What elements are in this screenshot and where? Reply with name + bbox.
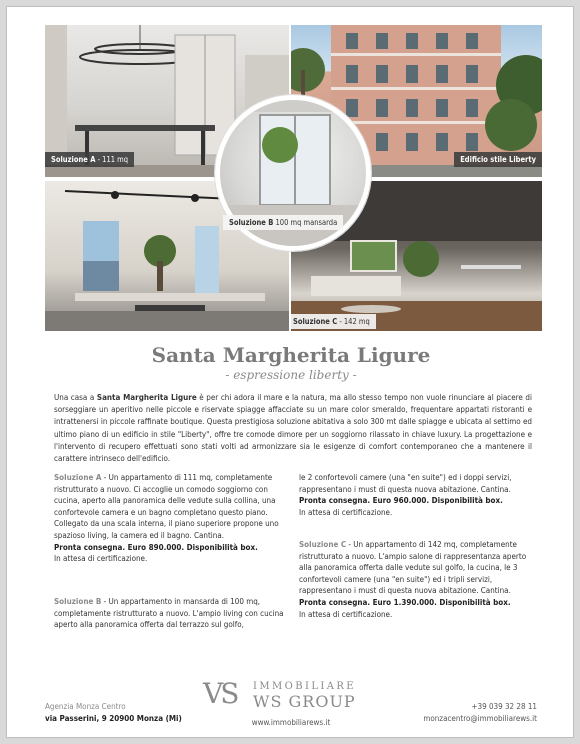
contact-info <box>423 701 537 725</box>
page-subtitle: - espressione liberty - <box>225 368 357 382</box>
soluzione-b-description-end: le 2 confortevoli camere (una "en suite") ed i doppi servizi, rappresentano i must di questa nuova abitazione. Cantina. Pronta consegna. Euro 960.000. Disponibilità box. In attesa di certificazione. <box>299 473 512 517</box>
page-title: Santa Margherita Ligure <box>151 343 431 367</box>
caption-edificio-liberty: Edificio stile Liberty <box>454 152 542 167</box>
website-link[interactable]: www.immobiliarews.it <box>251 718 331 727</box>
phone-number[interactable]: +39 039 32 28 11 <box>471 702 537 711</box>
soluzione-c-description: Soluzione C - Un appartamento di 142 mq, completamente ristrutturato a nuovo. L'ampio salone di rappresentanza aperto alla panoramica offerta dalle vedute sul golfo, la cucina, le 3 confortevoli camere (una "en suite") ed i tripli servizi, rappresentano i must di questa nuova abitazione. Cantina. Pronta consegna. Euro 1.390.000. Disponibilità box. In attesa di certificazione. <box>299 540 527 619</box>
footer <box>7 675 574 735</box>
agency-address: via Passerini, 9 20900 Monza (Mi) <box>45 714 182 723</box>
ws-group-logo: VS IMMOBILIARE WS GROUP <box>203 677 356 711</box>
caption-soluzione-c: Soluzione C - 142 mq <box>291 314 376 329</box>
caption-soluzione-b: Soluzione B 100 mq mansarda <box>223 215 343 230</box>
brochure-page <box>6 6 574 738</box>
email-link[interactable]: monzacentro@immobiliarews.it <box>423 714 537 723</box>
photo-collage <box>45 25 542 337</box>
agency-name: Agenzia Monza Centro <box>45 702 126 711</box>
caption-soluzione-a: Soluzione A - 111 mq <box>45 152 134 167</box>
soluzione-b-description-start: Soluzione B - Un appartamento in mansarda di 100 mq, completamente ristrutturato a nuovo. L'ampio living con cucina aperto alla panoramica offerta dal terrazzo sul golfo, <box>54 597 284 630</box>
intro-paragraph: Una casa a Santa Margherita Ligure è per chi adora il mare e la natura, ma allo stesso tempo non vuole rinunciare al piacere di sorseggiare un aperitivo nelle piccole e riservate spiagge affacciate su un mare color smeraldo, frequentare appartati ristoranti e intrattenersi in piccole raffinate boutique. Questa prestigiosa soluzione abitativa a solo 300 mt dalle spiagge e ubicata al settimo ed ultimo piano di un edificio in stile "Liberty", offre tre comode dimore per un soggiorno rilassato in chiave luxury. La progettazione e l'intervento di recupero effettuati sono stati volti ad armonizzare sia le esigenze di comfort contemporaneo che a mantenere il carattere intrinseco dell'edificio. <box>54 393 532 464</box>
soluzione-a-description: Soluzione A - Un appartamento di 111 mq, completamente ristrutturato a nuovo. Ci accoglie un comodo soggiorno con cucina, aperto alla panoramica delle vedute sulla collina, una confortevole camera e un bagno completano questo piano. Collegato da una scala interna, il piano superiore propone uno spazioso living, la camera ed il bagno. Cantina. Pronta consegna. Euro 890.000. Disponibilità box. In attesa di certificazione. <box>54 473 279 564</box>
